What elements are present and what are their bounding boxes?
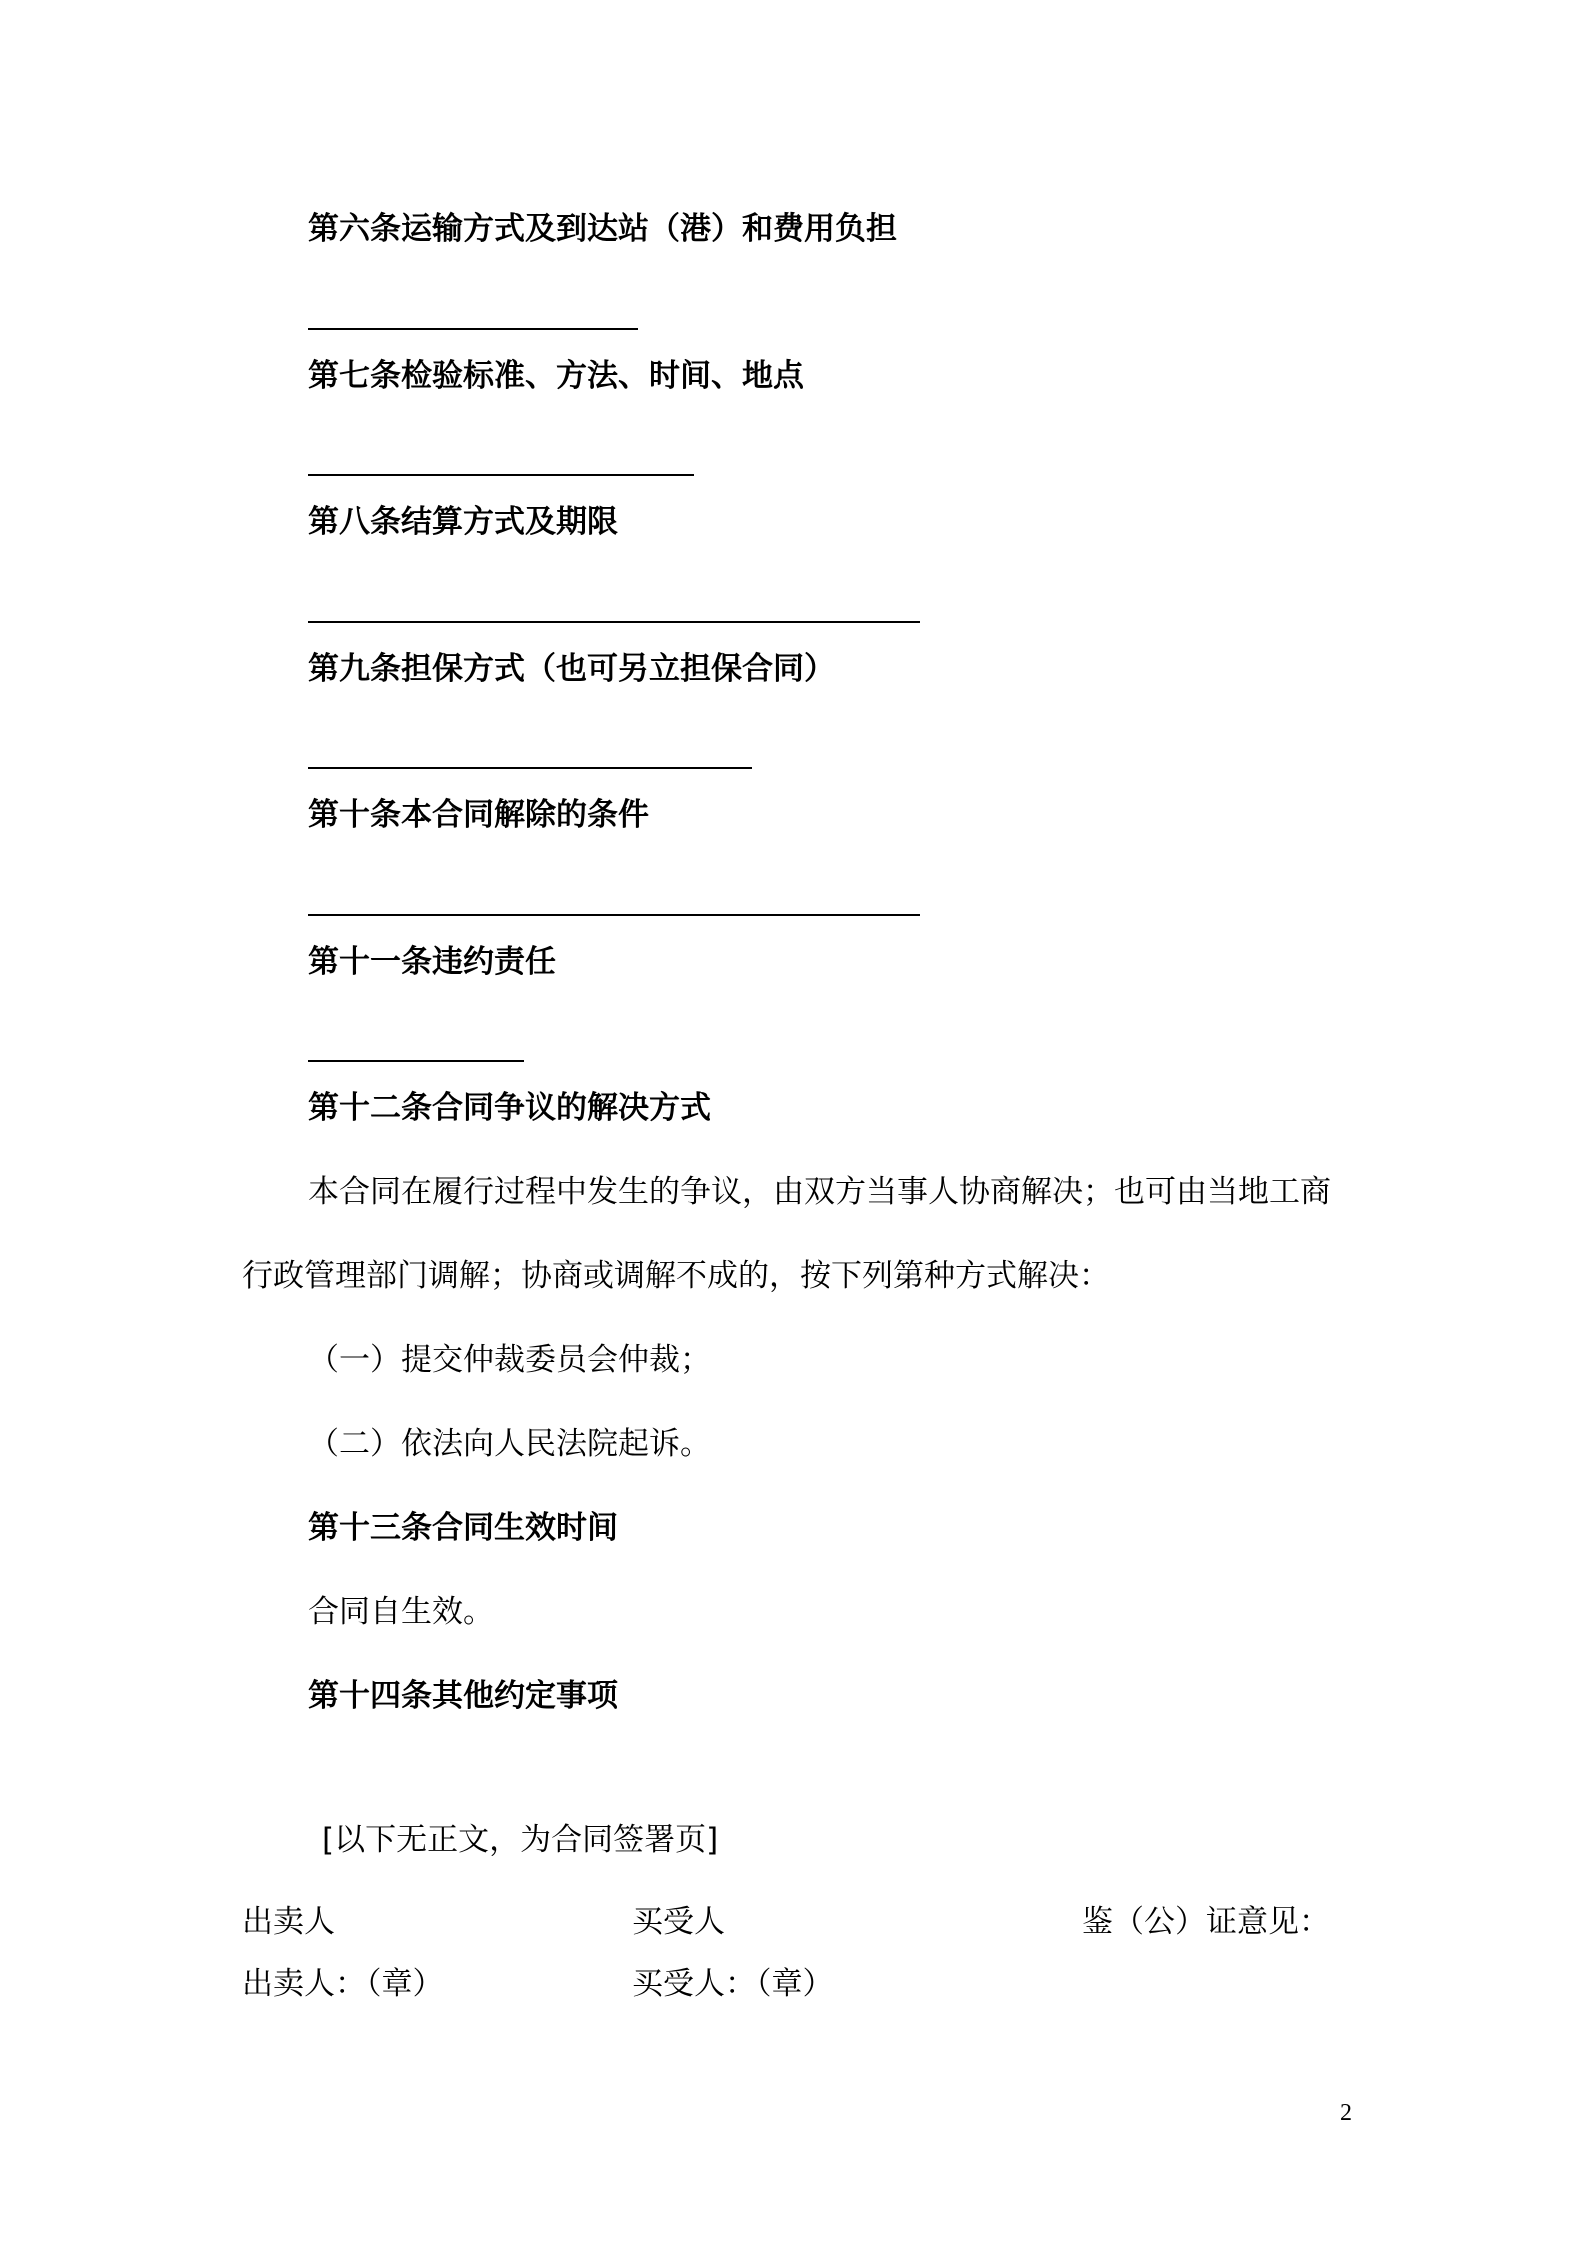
dispute-paragraph-line-2: 行政管理部门调解；协商或调解不成的，按下列第种方式解决： bbox=[242, 1258, 1110, 1294]
article-10-heading: 第十条本合同解除的条件 bbox=[308, 797, 649, 833]
article-9-blank-line bbox=[308, 767, 752, 769]
buyer-label: 买受人 bbox=[632, 1904, 725, 1940]
article-6-blank-line bbox=[308, 328, 638, 330]
article-11-blank-line bbox=[308, 1060, 524, 1062]
article-10-blank-line bbox=[308, 914, 920, 916]
article-6-heading: 第六条运输方式及到达站（港）和费用负担 bbox=[308, 211, 897, 247]
resolution-option-1: （一）提交仲裁委员会仲裁； bbox=[308, 1342, 711, 1378]
dispute-paragraph-line-1: 本合同在履行过程中发生的争议，由双方当事人协商解决；也可由当地工商 bbox=[308, 1174, 1331, 1210]
article-7-heading: 第七条检验标准、方法、时间、地点 bbox=[308, 358, 804, 394]
seller-label: 出卖人 bbox=[242, 1904, 335, 1940]
article-8-blank-line bbox=[308, 621, 920, 623]
seller-seal-label: 出卖人：（章） bbox=[242, 1966, 444, 2002]
resolution-option-2: （二）依法向人民法院起诉。 bbox=[308, 1426, 711, 1462]
effective-text: 合同自生效。 bbox=[308, 1594, 494, 1630]
notary-opinion-label: 鉴（公）证意见： bbox=[1082, 1904, 1330, 1940]
article-7-blank-line bbox=[308, 474, 694, 476]
buyer-seal-label: 买受人：（章） bbox=[632, 1966, 834, 2002]
article-12-heading: 第十二条合同争议的解决方式 bbox=[308, 1090, 711, 1126]
article-8-heading: 第八条结算方式及期限 bbox=[308, 504, 618, 540]
article-13-heading: 第十三条合同生效时间 bbox=[308, 1510, 618, 1546]
article-14-heading: 第十四条其他约定事项 bbox=[308, 1678, 618, 1714]
article-11-heading: 第十一条违约责任 bbox=[308, 944, 556, 980]
page-number: 2 bbox=[1340, 2100, 1352, 2126]
no-text-notice: [以下无正文，为合同签署页] bbox=[322, 1822, 719, 1858]
article-9-heading: 第九条担保方式（也可另立担保合同） bbox=[308, 651, 835, 687]
